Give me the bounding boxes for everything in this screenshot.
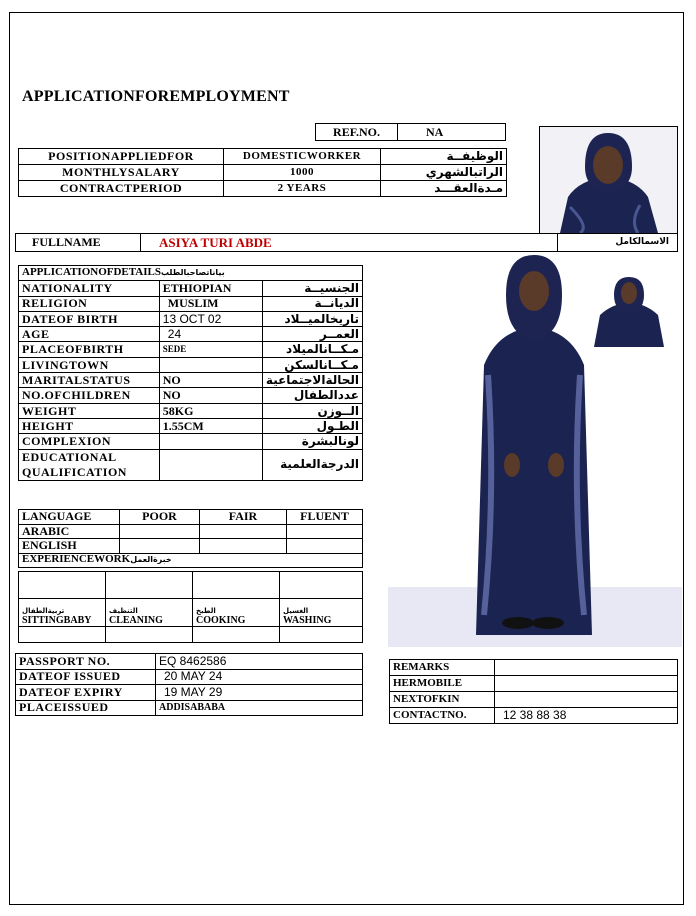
ref-label: REF.NO. bbox=[316, 124, 398, 141]
skill-washing-ar: الغسيل bbox=[283, 607, 309, 616]
marital-ar: الحالةالاجتماعية bbox=[262, 373, 362, 388]
place-issued-label: PLACEISSUED bbox=[16, 700, 156, 716]
passport-no-value: EQ 8462586 bbox=[156, 654, 363, 670]
pob-label: PLACEOFBIRTH bbox=[19, 342, 160, 357]
education-value bbox=[159, 449, 262, 480]
remarks-label: REMARKS bbox=[390, 660, 495, 676]
details-header-ar: بياناتصاحبالطلب bbox=[160, 268, 225, 278]
salary-label: MONTHLYSALARY bbox=[19, 165, 224, 181]
hermobile-value bbox=[495, 676, 678, 692]
livingtown-ar: مـكــانالسكن bbox=[262, 357, 362, 372]
age-ar: العمــر bbox=[262, 327, 362, 342]
fullname-ar: الاسمالكامل bbox=[558, 234, 678, 252]
page-title: APPLICATIONFOREMPLOYMENT bbox=[22, 88, 290, 105]
nationality-label: NATIONALITY bbox=[19, 281, 160, 296]
date-expiry-value: 19 MAY 29 bbox=[156, 685, 363, 701]
skill-baby-label: SITTINGBABY bbox=[22, 614, 92, 626]
experience-ar: خبرةالعمل bbox=[130, 555, 172, 565]
language-header: LANGUAGE bbox=[19, 510, 120, 525]
complexion-value bbox=[159, 434, 262, 449]
experience-label: EXPERIENCEWORK bbox=[22, 553, 131, 566]
pob-value: SEDE bbox=[159, 342, 262, 357]
details-header-en: APPLICATIONOFDETAILS bbox=[22, 266, 161, 279]
ref-value: NA bbox=[398, 124, 506, 141]
nextofkin-label: NEXTOFKIN bbox=[390, 692, 495, 708]
arabic-label: ARABIC bbox=[19, 524, 120, 539]
height-value: 1.55CM bbox=[159, 418, 262, 433]
dob-value: 13 OCT 02 bbox=[159, 311, 262, 326]
fair-header: FAIR bbox=[200, 510, 287, 525]
complexion-ar: لونالبشرة bbox=[262, 434, 362, 449]
applicant-fullbody-photo bbox=[388, 255, 682, 647]
education-label: EDUCATIONAL QUALIFICATION bbox=[19, 449, 160, 480]
height-label: HEIGHT bbox=[19, 418, 160, 433]
skill-cooking bbox=[193, 599, 280, 627]
remarks-table bbox=[389, 659, 678, 724]
salary-value: 1000 bbox=[224, 165, 381, 181]
salary-ar: الراتبالشهري bbox=[381, 165, 507, 181]
contactno-value: 12 38 88 38 bbox=[495, 708, 678, 724]
fullname-label: FULLNAME bbox=[16, 234, 141, 252]
skill-cleaning-label: CLEANING bbox=[109, 614, 163, 626]
date-issued-label: DATEOF ISSUED bbox=[16, 669, 156, 685]
skill-baby-ar: تربيةالطفال bbox=[22, 607, 65, 616]
position-ar: الوظيفــة bbox=[381, 149, 507, 165]
age-value: 24 bbox=[159, 327, 262, 342]
weight-ar: الــوزن bbox=[262, 403, 362, 418]
skills-table bbox=[18, 571, 363, 643]
skill-cooking-label: COOKING bbox=[196, 614, 246, 626]
date-expiry-label: DATEOF EXPIRY bbox=[16, 685, 156, 701]
nationality-ar: الجنسيــة bbox=[262, 281, 362, 296]
passport-no-label: PASSPORT NO. bbox=[16, 654, 156, 670]
contract-ar: مـدةالعقـــد bbox=[381, 181, 507, 197]
date-issued-value: 20 MAY 24 bbox=[156, 669, 363, 685]
complexion-label: COMPLEXION bbox=[19, 434, 160, 449]
children-label: NO.OFCHILDREN bbox=[19, 388, 160, 403]
skill-washing-label: WASHING bbox=[283, 614, 332, 626]
poor-header: POOR bbox=[120, 510, 200, 525]
passport-table bbox=[15, 653, 363, 716]
livingtown-label: LIVINGTOWN bbox=[19, 357, 160, 372]
position-label: POSITIONAPPLIEDFOR bbox=[19, 149, 224, 165]
experience-header bbox=[19, 553, 363, 568]
applicant-headshot bbox=[539, 126, 678, 234]
education-ar: الدرجةالعلمية bbox=[262, 449, 362, 480]
dob-label: DATEOF BIRTH bbox=[19, 311, 160, 326]
religion-value: MUSLIM bbox=[159, 296, 262, 311]
dob-ar: تاريخالميــلاد bbox=[262, 311, 362, 326]
livingtown-value bbox=[159, 357, 262, 372]
marital-value: NO bbox=[159, 373, 262, 388]
details-header bbox=[19, 266, 363, 281]
language-table bbox=[18, 509, 363, 568]
height-ar: الطـول bbox=[262, 418, 362, 433]
weight-label: WEIGHT bbox=[19, 403, 160, 418]
position-table bbox=[18, 148, 507, 197]
hermobile-label: HERMOBILE bbox=[390, 676, 495, 692]
religion-label: RELIGION bbox=[19, 296, 160, 311]
fluent-header: FLUENT bbox=[287, 510, 363, 525]
nextofkin-value bbox=[495, 692, 678, 708]
fullname-value: ASIYA TURI ABDE bbox=[141, 234, 558, 252]
nationality-value: ETHIOPIAN bbox=[159, 281, 262, 296]
english-label: ENGLISH bbox=[19, 539, 120, 554]
skill-baby bbox=[19, 599, 106, 627]
age-label: AGE bbox=[19, 327, 160, 342]
position-value: DOMESTICWORKER bbox=[224, 149, 381, 165]
skill-cooking-ar: الطبخ bbox=[196, 607, 216, 616]
marital-label: MARITALSTATUS bbox=[19, 373, 160, 388]
contract-label: CONTRACTPERIOD bbox=[19, 181, 224, 197]
applicant-details-table bbox=[18, 265, 363, 481]
fullname-table bbox=[15, 233, 678, 252]
skill-washing bbox=[280, 599, 363, 627]
children-value: NO bbox=[159, 388, 262, 403]
weight-value: 58KG bbox=[159, 403, 262, 418]
contract-value: 2 YEARS bbox=[224, 181, 381, 197]
children-ar: عددالطفال bbox=[262, 388, 362, 403]
place-issued-value: ADDISABABA bbox=[156, 700, 363, 716]
skill-cleaning-ar: التنظيف bbox=[109, 607, 138, 616]
contactno-label: CONTACTNO. bbox=[390, 708, 495, 724]
ref-table bbox=[315, 123, 506, 141]
remarks-value bbox=[495, 660, 678, 676]
religion-ar: الديانــة bbox=[262, 296, 362, 311]
skill-cleaning bbox=[106, 599, 193, 627]
pob-ar: مـكــانالميلاد bbox=[262, 342, 362, 357]
